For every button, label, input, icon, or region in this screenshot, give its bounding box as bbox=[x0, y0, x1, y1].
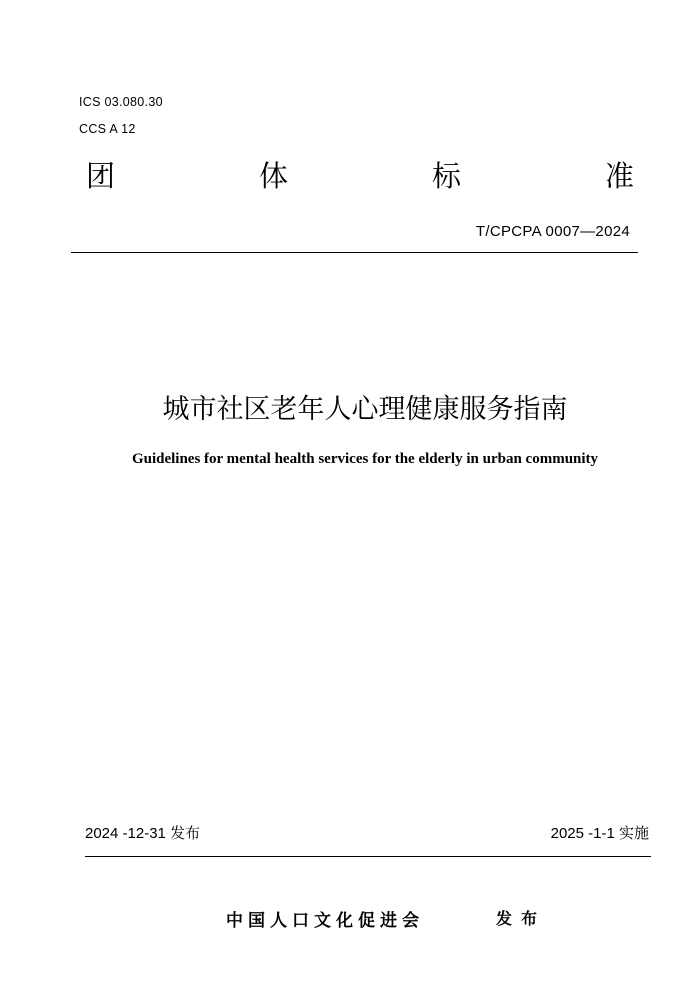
standard-type-heading bbox=[86, 158, 634, 194]
standard-type-char: 准 bbox=[604, 159, 634, 193]
ccs-code: CCS A 12 bbox=[79, 122, 136, 136]
publish-date: 2024 -12-31 发布 bbox=[85, 825, 201, 842]
top-divider bbox=[71, 252, 638, 253]
standard-type-char: 团 bbox=[86, 159, 116, 193]
effective-date: 2025 -1-1 实施 bbox=[550, 825, 649, 842]
bottom-divider bbox=[85, 856, 651, 857]
standard-type-char: 标 bbox=[431, 159, 461, 193]
standard-type-char: 体 bbox=[258, 159, 288, 193]
title-english: Guidelines for mental health services for the elderly in urban community bbox=[131, 451, 599, 467]
standard-code: T/CPCPA 0007—2024 bbox=[475, 223, 630, 240]
publisher-name: 中国人口文化促进会 bbox=[226, 911, 424, 931]
title-chinese: 城市社区老年人心理健康服务指南 bbox=[162, 394, 568, 425]
publisher-action: 发布 bbox=[496, 909, 547, 928]
ics-code: ICS 03.080.30 bbox=[79, 95, 163, 109]
